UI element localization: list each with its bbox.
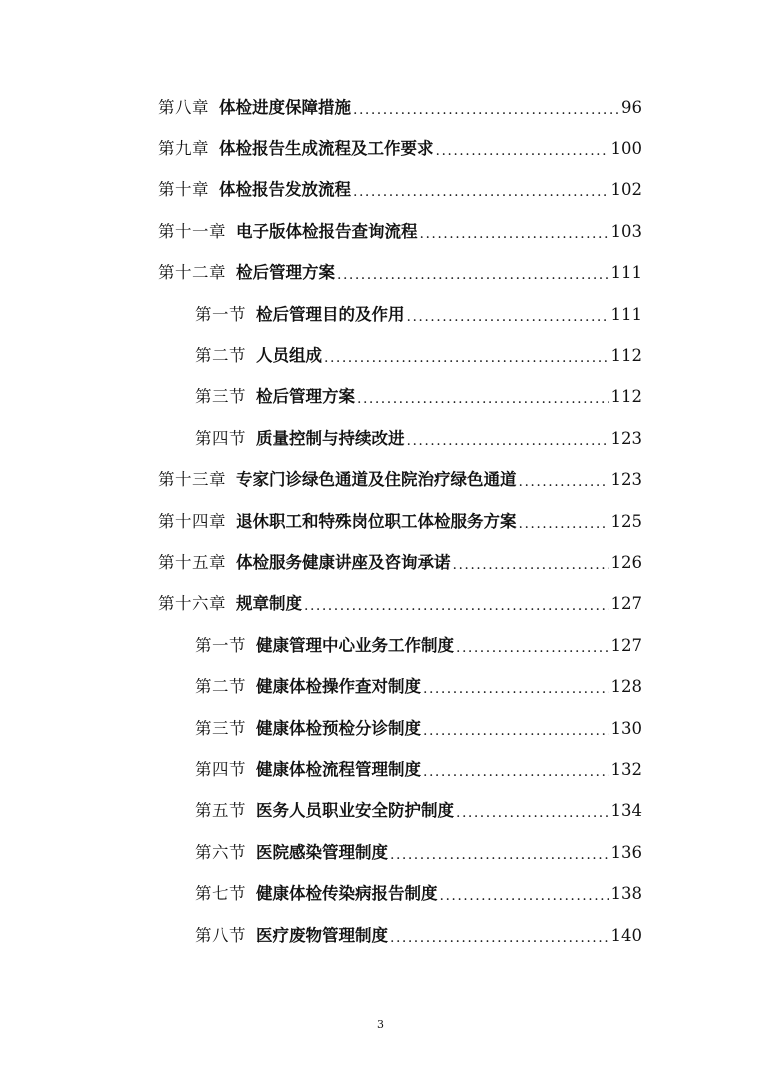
toc-entry-chapter[interactable] [158, 211, 642, 252]
dot-leader [407, 304, 609, 326]
toc-entry-number: 第三节 [195, 718, 246, 738]
toc-entry-section[interactable] [195, 625, 642, 666]
dot-leader [407, 428, 609, 450]
toc-entry-title: 健康管理中心业务工作制度 [256, 635, 454, 655]
toc-entry-chapter[interactable] [158, 584, 642, 625]
toc-entry-title: 检后管理目的及作用 [256, 304, 405, 324]
toc-entry-page: 112 [610, 387, 642, 407]
toc-entry-number: 第十五章 [158, 552, 226, 572]
toc-entry-title: 人员组成 [256, 346, 322, 366]
toc-entry-title: 检后管理方案 [236, 263, 335, 283]
dot-leader [390, 925, 609, 947]
toc-entry-title: 体检报告生成流程及工作要求 [219, 139, 434, 159]
toc-entry-number: 第三节 [195, 387, 246, 407]
dot-leader [519, 511, 609, 533]
toc-entry-page: 132 [610, 759, 642, 779]
toc-entry-title: 医疗废物管理制度 [256, 925, 388, 945]
toc-entry-number: 第一节 [195, 304, 246, 324]
toc-entry-chapter[interactable] [158, 128, 642, 169]
dot-leader [456, 635, 609, 657]
toc-entry-number: 第六节 [195, 842, 246, 862]
toc-entry-page: 103 [610, 221, 642, 241]
toc-entry-section[interactable] [195, 832, 642, 873]
toc-entry-page: 136 [610, 842, 642, 862]
toc-entry-title: 检后管理方案 [256, 387, 355, 407]
toc-entry-page: 100 [610, 139, 642, 159]
toc-entry-section[interactable] [195, 294, 642, 335]
dot-leader [304, 593, 609, 615]
toc-entry-number: 第十四章 [158, 511, 226, 531]
toc-entry-section[interactable] [195, 749, 642, 790]
table-of-contents [0, 87, 761, 956]
toc-entry-section[interactable] [195, 666, 642, 707]
toc-entry-number: 第二节 [195, 677, 246, 697]
toc-entry-section[interactable] [195, 708, 642, 749]
toc-entry-chapter[interactable] [158, 87, 642, 128]
toc-entry-number: 第二节 [195, 346, 246, 366]
toc-entry-number: 第十二章 [158, 263, 226, 283]
toc-entry-number: 第八章 [158, 97, 209, 117]
toc-entry-number: 第八节 [195, 925, 246, 945]
dot-leader [453, 552, 609, 574]
toc-entry-page: 140 [610, 925, 642, 945]
toc-entry-number: 第五节 [195, 801, 246, 821]
toc-entry-page: 111 [610, 263, 642, 283]
dot-leader [519, 469, 609, 491]
toc-entry-title: 健康体检操作查对制度 [256, 677, 421, 697]
toc-entry-number: 第七节 [195, 884, 246, 904]
toc-entry-page: 112 [610, 346, 642, 366]
toc-entry-section[interactable] [195, 418, 642, 459]
toc-entry-chapter[interactable] [158, 253, 642, 294]
dot-leader [420, 221, 609, 243]
toc-entry-title: 退休职工和特殊岗位职工体检服务方案 [236, 511, 517, 531]
toc-entry-title: 专家门诊绿色通道及住院治疗绿色通道 [236, 470, 517, 490]
toc-entry-title: 健康体检预检分诊制度 [256, 718, 421, 738]
toc-entry-page: 130 [610, 718, 642, 738]
toc-entry-page: 111 [610, 304, 642, 324]
dot-leader [440, 883, 609, 905]
dot-leader [353, 97, 619, 119]
toc-entry-number: 第四节 [195, 759, 246, 779]
dot-leader [423, 718, 609, 740]
toc-entry-number: 第十一章 [158, 221, 226, 241]
toc-entry-title: 健康体检流程管理制度 [256, 759, 421, 779]
toc-entry-section[interactable] [195, 791, 642, 832]
toc-entry-title: 医院感染管理制度 [256, 842, 388, 862]
toc-entry-page: 128 [610, 677, 642, 697]
dot-leader [456, 800, 609, 822]
toc-entry-title: 体检服务健康讲座及咨询承诺 [236, 552, 451, 572]
toc-entry-page: 127 [610, 594, 642, 614]
toc-entry-page: 126 [610, 552, 642, 572]
toc-entry-title: 体检报告发放流程 [219, 180, 351, 200]
toc-entry-chapter[interactable] [158, 501, 642, 542]
toc-entry-title: 电子版体检报告查询流程 [236, 221, 418, 241]
toc-entry-page: 127 [610, 635, 642, 655]
toc-entry-title: 体检进度保障措施 [219, 97, 351, 117]
toc-entry-page: 102 [610, 180, 642, 200]
toc-entry-number: 第十六章 [158, 594, 226, 614]
dot-leader [423, 759, 609, 781]
toc-entry-title: 医务人员职业安全防护制度 [256, 801, 454, 821]
toc-entry-section[interactable] [195, 915, 642, 956]
dot-leader [390, 842, 609, 864]
toc-entry-number: 第四节 [195, 428, 246, 448]
toc-entry-section[interactable] [195, 335, 642, 376]
toc-entry-number: 第十章 [158, 180, 209, 200]
toc-entry-number: 第九章 [158, 139, 209, 159]
toc-entry-section[interactable] [195, 377, 642, 418]
dot-leader [357, 386, 609, 408]
toc-entry-chapter[interactable] [158, 170, 642, 211]
toc-entry-number: 第一节 [195, 635, 246, 655]
dot-leader [423, 676, 609, 698]
toc-entry-chapter[interactable] [158, 542, 642, 583]
toc-entry-title: 健康体检传染病报告制度 [256, 884, 438, 904]
page-number: 3 [377, 1018, 384, 1031]
dot-leader [436, 138, 609, 160]
toc-entry-page: 125 [610, 511, 642, 531]
dot-leader [324, 345, 609, 367]
toc-entry-section[interactable] [195, 873, 642, 914]
toc-entry-page: 134 [610, 801, 642, 821]
toc-entry-page: 96 [621, 97, 642, 117]
toc-entry-page: 138 [610, 884, 642, 904]
dot-leader [337, 262, 609, 284]
toc-entry-title: 质量控制与持续改进 [256, 428, 405, 448]
toc-entry-chapter[interactable] [158, 460, 642, 501]
dot-leader [353, 179, 609, 201]
toc-entry-page: 123 [610, 428, 642, 448]
toc-entry-page: 123 [610, 470, 642, 490]
toc-entry-number: 第十三章 [158, 470, 226, 490]
toc-entry-title: 规章制度 [236, 594, 302, 614]
